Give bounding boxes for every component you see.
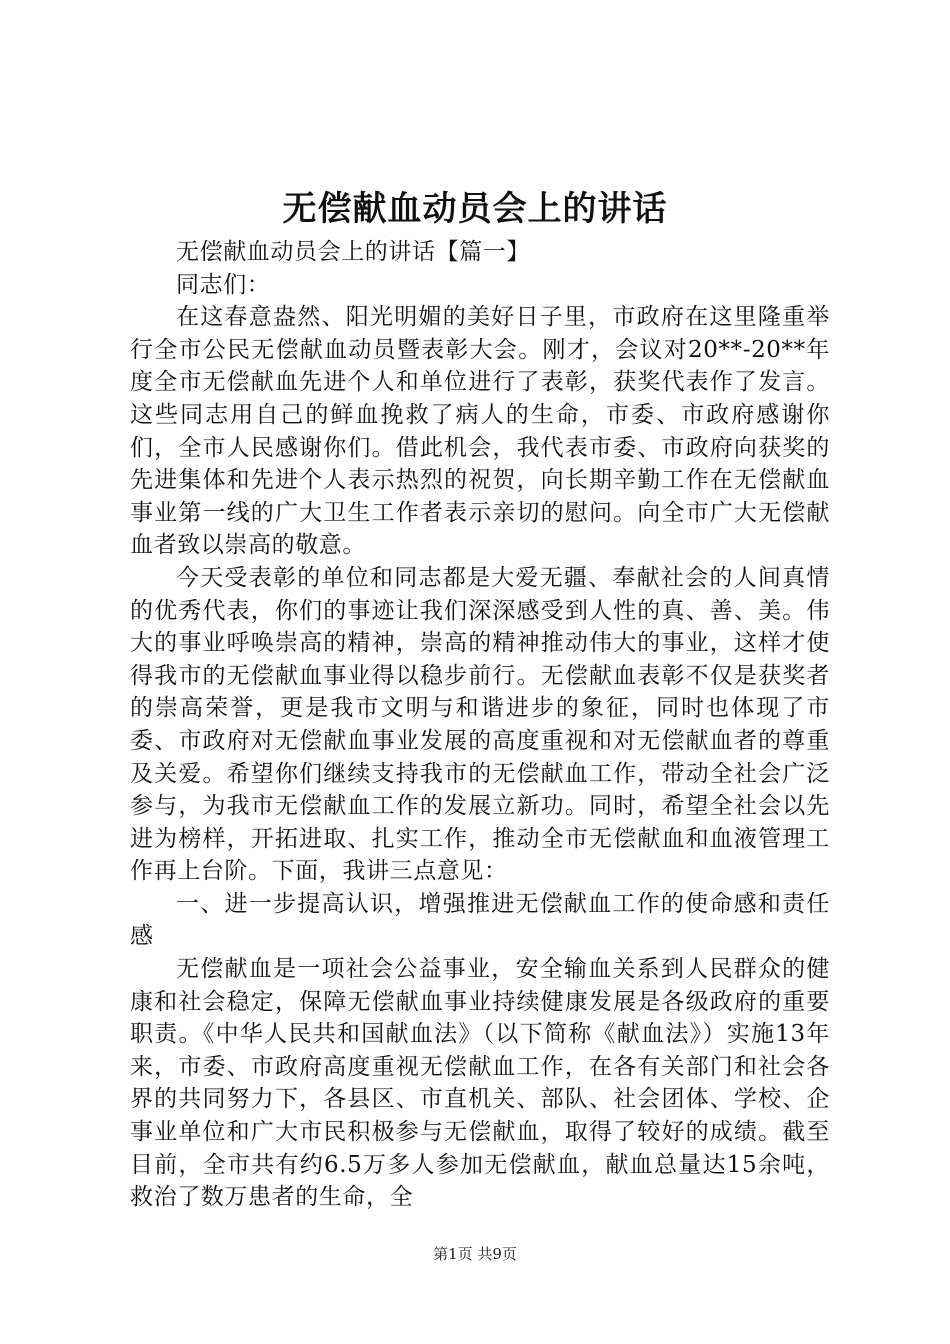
paragraph: 今天受表彰的单位和同志都是大爱无疆、奉献社会的人间真情的优秀代表，你们的事迹让我们深深感受到人性的真、善、美。伟大的事业呼唤崇高的精神，崇高的精神推动伟大的事业，这样才使得我市的无偿献血事业得以稳步前行。无偿献血表彰不仅是获奖者的崇高荣誉，更是我市文明与和谐进步的象征，同时也体现了市委、市政府对无偿献血事业发展的高度重视和对无偿献血者的尊重及关爱。希望你们继续支持我市的无偿献血工作，带动全社会广泛参与，为我市无偿献血工作的发展立新功。同时，希望全社会以先进为榜样，开拓进取、扎实工作，推动全市无偿献血和血液管理工作再上台阶。下面，我讲三点意见： (130, 564, 830, 885)
salutation: 同志们： (176, 271, 271, 298)
paragraph: 在这春意盎然、阳光明媚的美好日子里，市政府在这里隆重举行全市公民无偿献血动员暨表彰大会。刚才，会议对20**-20**年度全市无偿献血先进个人和单位进行了表彰，获奖代表作了发言。这些同志用自己的鲜血挽救了病人的生命，市委、市政府感谢你们，全市人民感谢你们。借此机会，我代表市委、市政府向获奖的先进集体和先进个人表示热烈的祝贺，向长期辛勤工作在无偿献血事业第一线的广大卫生工作者表示亲切的慰问。向全市广大无偿献血者致以崇高的敬意。 (130, 304, 830, 559)
subheading: 一、进一步提高认识，增强推进无偿献血工作的使命感和责任感 (130, 890, 830, 950)
page-footer: 第1页 共9页 (433, 1245, 517, 1263)
document-body (130, 236, 830, 1214)
document-title: 无偿献血动员会上的讲话 (282, 189, 668, 229)
section-heading: 无偿献血动员会上的讲话【篇一】 (176, 239, 530, 265)
paragraph: 无偿献血是一项社会公益事业，安全输血关系到人民群众的健康和社会稳定，保障无偿献血事业持续健康发展是各级政府的重要职责。《中华人民共和国献血法》（以下简称《献血法》）实施13年来，市委、市政府高度重视无偿献血工作，在各有关部门和社会各界的共同努力下，各县区、市直机关、部队、社会团体、学校、企事业单位和广大市民积极参与无偿献血，取得了较好的成绩。截至目前，全市共有约6.5万多人参加无偿献血，献血总量达15余吨，救治了数万患者的生命，全 (130, 956, 830, 1211)
